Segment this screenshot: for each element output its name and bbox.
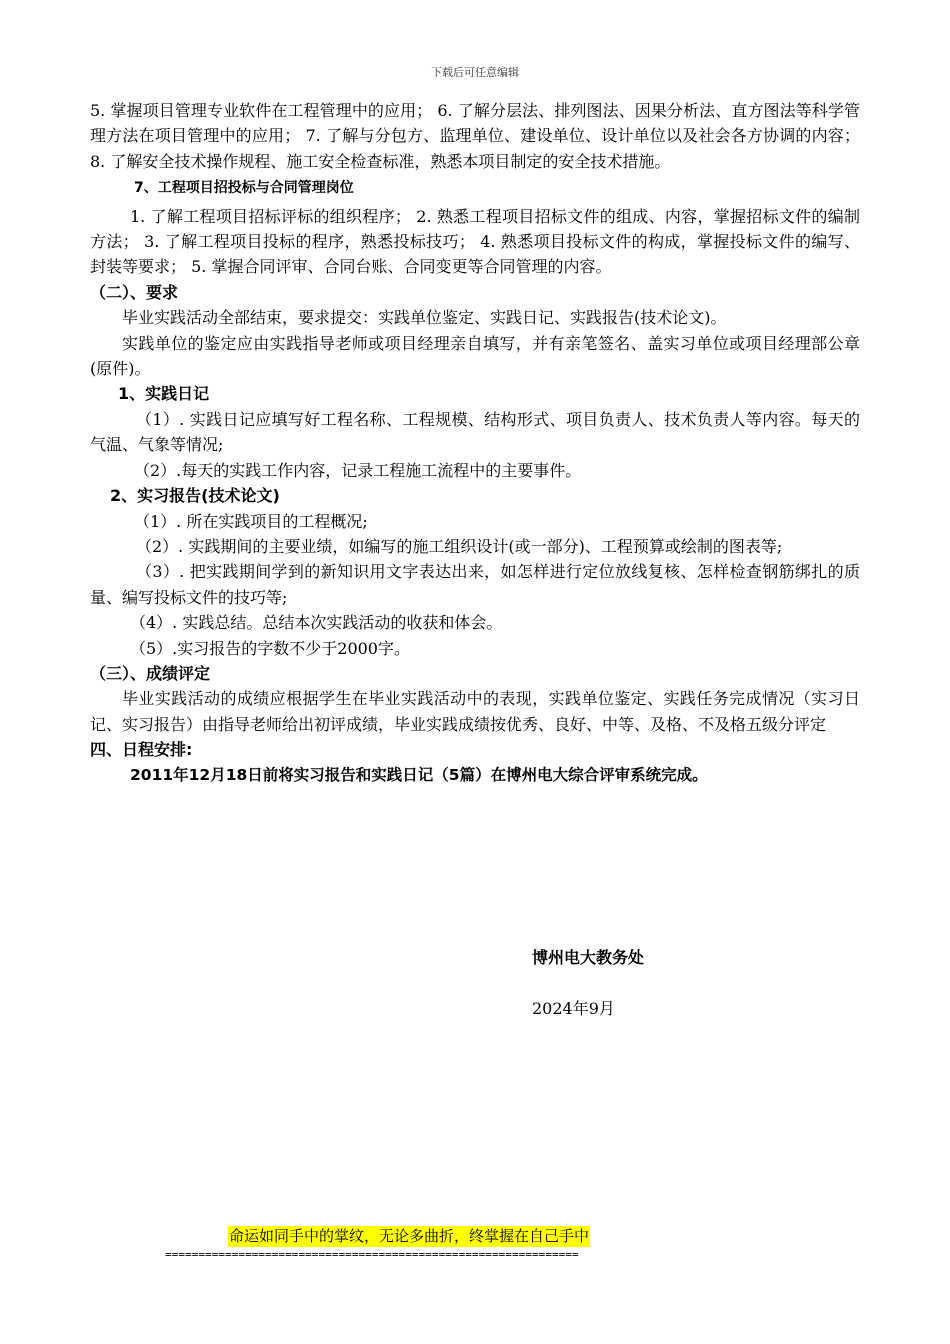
report-item-5: （5）.实习报告的字数不少于2000字。 xyxy=(130,638,410,658)
signature-date: 2024年9月 xyxy=(532,999,615,1018)
section-grading-title: （三）、成绩评定 xyxy=(90,663,211,683)
footer-quote: 命运如同手中的掌纹，无论多曲折，终掌握在自己手中 xyxy=(229,1227,590,1245)
subsection-diary-title: 1、实践日记 xyxy=(118,384,210,404)
report-item-4: （4）. 实践总结。总结本次实践活动的收获和体会。 xyxy=(130,613,503,633)
section-requirements-title: （二）、要求 xyxy=(90,282,179,302)
paragraph-schedule: 2011年12月18日前将实习报告和实践日记（5篇）在博州电大综合评审系统完成。 xyxy=(130,765,708,784)
paragraph-requirements-appraisal: 实践单位的鉴定应由实践指导老师或项目经理亲自填写，并有亲笔签名、盖实习单位或项目经理部公章(原件)。 xyxy=(90,333,860,379)
paragraph-grading: 毕业实践活动的成绩应根据学生在毕业实践活动中的表现，实践单位鉴定、实践任务完成情况（实习日记、实习报告）由指导老师给出初评成绩，毕业实践成绩按优秀、良好、中等、及格、不及格五级分评定 xyxy=(90,689,860,734)
paragraph-management-items: 5. 掌握项目管理专业软件在工程管理中的应用； 6. 了解分层法、排列图法、因果分析法、直方图法等科学管理方法在项目管理中的应用； 7. 了解与分包方、监理单位、建设单位、设计单位以及社会各方协调的内容； 8. 了解安全技术操作规程、施工安全检查标准，熟悉本项目制定的安全技术措施。 xyxy=(90,101,860,171)
report-item-3: （3）. 把实践期间学到的新知识用文字表达出来，如怎样进行定位放线复核、怎样检查钢筋绑扎的质量、编写投标文件的技巧等; xyxy=(90,562,860,607)
paragraph-requirements-submit: 毕业实践活动全部结束，要求提交：实践单位鉴定、实践日记、实践报告(技术论文)。 xyxy=(122,308,727,328)
paragraph-bidding-items: 1. 了解工程项目招标评标的组织程序； 2. 熟悉工程项目招标文件的组成、内容，掌握招标文件的编制方法； 3. 了解工程项目投标的程序，熟悉投标技巧； 4. 熟悉项目投标文件的构成，掌握投标文件的编写、封装等要求； 5. 掌握合同评审、合同台账、合同变更等合同管理的内容。 xyxy=(90,206,860,277)
heading-bidding-contract: 7、工程项目招投标与合同管理岗位 xyxy=(134,180,354,197)
diary-item-1: （1）. 实践日记应填写好工程名称、工程规模、结构形式、项目负责人、技术负责人等内容。每天的气温、气象等情况; xyxy=(90,409,860,455)
page-header: 下载后可任意编辑 xyxy=(431,66,519,79)
signature-organization: 博州电大教务处 xyxy=(532,948,645,967)
report-item-1: （1）. 所在实践项目的工程概况; xyxy=(134,511,368,531)
subsection-report-title: 2、实习报告(技术论文) xyxy=(110,486,280,506)
diary-item-2: （2）.每天的实践工作内容，记录工程施工流程中的主要事件。 xyxy=(134,460,582,480)
section-schedule-title: 四、日程安排: xyxy=(90,740,193,760)
document-body xyxy=(90,98,860,788)
footer-divider: ============================================================== xyxy=(165,1248,579,1261)
report-item-2: （2）. 实践期间的主要业绩，如编写的施工组织设计(或一部分)、工程预算或绘制的图表等; xyxy=(136,536,783,556)
